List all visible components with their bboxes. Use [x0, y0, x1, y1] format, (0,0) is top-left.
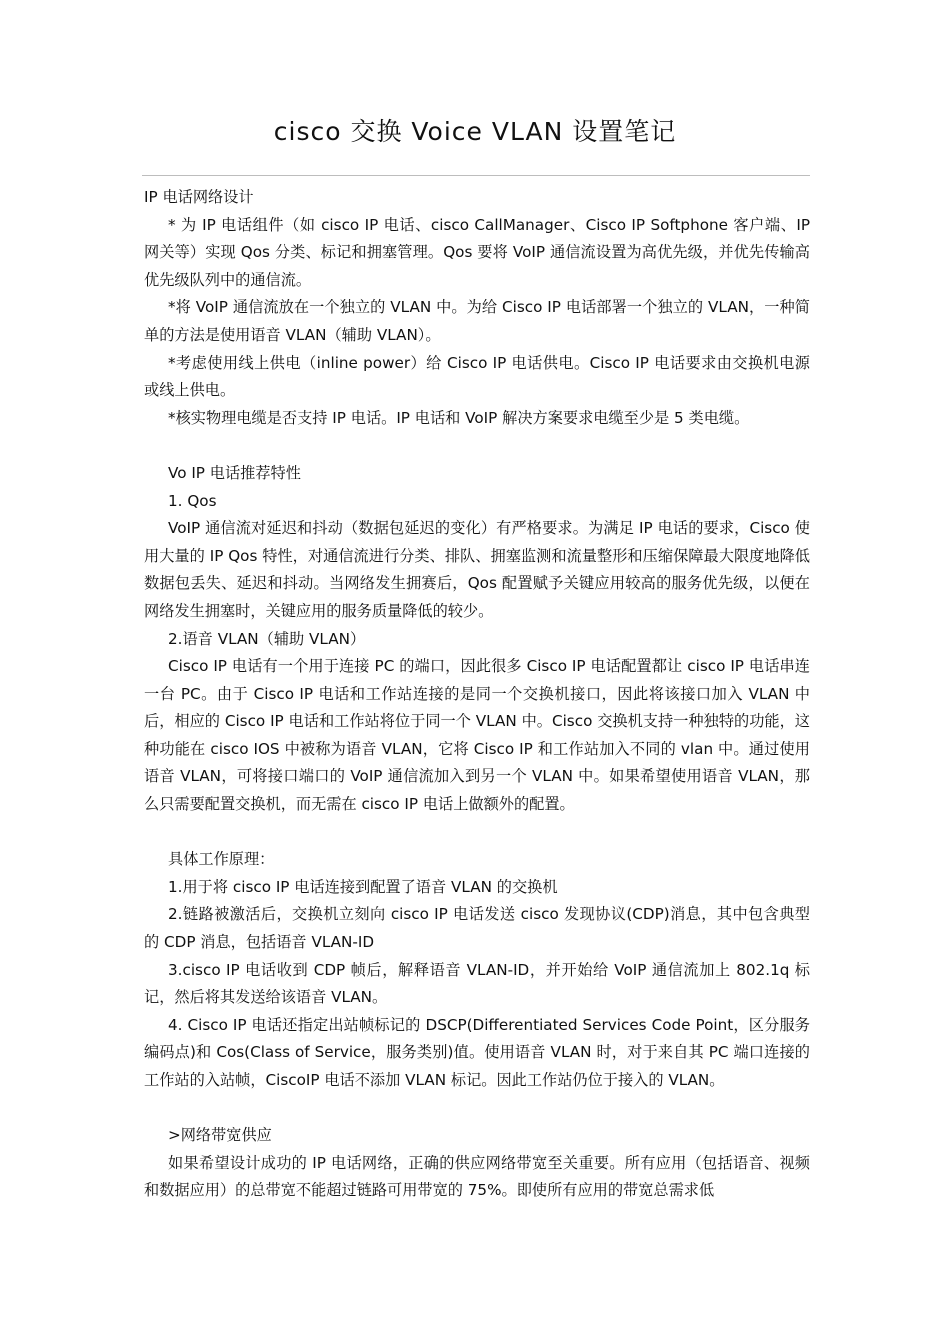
section-heading: IP 电话网络设计 — [144, 188, 254, 206]
paragraph: VoIP 通信流对延迟和抖动（数据包延迟的变化）有严格要求。为满足 IP 电话的要求，Cisco 使用大量的 IP Qos 特性，对通信流进行分类、排队、拥塞监测和流量整形和压缩保障最大限度地降低数据包丢失、延迟和抖动。当网络发生拥赛后，Qos 配置赋予关键应用较高的服务优先级，以便在网络发生拥塞时，关键应用的服务质量降低的较少。 — [144, 519, 810, 620]
list-item: 2.链路被激活后，交换机立刻向 cisco IP 电话发送 cisco 发现协议(CDP)消息，其中包含典型的 CDP 消息，包括语音 VLAN-ID — [144, 905, 810, 952]
paragraph: * 为 IP 电话组件（如 cisco IP 电话、cisco CallManager、Cisco IP Softphone 客户端、IP 网关等）实现 Qos 分类、标记和拥塞管理。Qos 要将 VoIP 通信流设置为高优先级，并优先传输高优先级队列中的通信流。 — [144, 215, 810, 289]
blank-line — [144, 819, 810, 847]
list-item: 3.cisco IP 电话收到 CDP 帧后，解释语音 VLAN-ID，并开始给 VoIP 通信流加上 802.1q 标记，然后将其发送给该语音 VLAN。 — [144, 960, 810, 1007]
paragraph: Cisco IP 电话有一个用于连接 PC 的端口，因此很多 Cisco IP 电话配置都让 cisco IP 电话串连一台 PC。由于 Cisco IP 电话和工作站连接的是同一个交换机接口，因此将该接口加入 VLAN 中后，相应的 Cisco IP 电话和工作站将位于同一个 VLAN 中。Cisco 交换机支持一种独特的功能，这种功能在 cisco IOS 中被称为语音 VLAN，它将 Cisco IP 和工作站加入不同的 vlan 中。通过使用语音 VLAN，可将接口端口的 VoIP 通信流加入到另一个 VLAN 中。如果希望使用语音 VLAN，那么只需要配置交换机，而无需在 cisco IP 电话上做额外的配置。 — [144, 657, 810, 814]
paragraph: *核实物理电缆是否支持 IP 电话。IP 电话和 VoIP 解决方案要求电缆至少是 5 类电缆。 — [168, 408, 750, 427]
blank-line — [144, 432, 810, 460]
paragraph: 如果希望设计成功的 IP 电话网络，正确的供应网络带宽至关重要。所有应用（包括语音、视频和数据应用）的总带宽不能超过链路可用带宽的 75%。即使所有应用的带宽总需求低 — [144, 1153, 810, 1200]
section-heading: >网络带宽供应 — [168, 1126, 272, 1145]
list-item: 2.语音 VLAN（辅助 VLAN） — [168, 629, 366, 648]
document-body — [144, 184, 810, 1205]
list-item: 4. Cisco IP 电话还指定出站帧标记的 DSCP(Differentiated Services Code Point，区分服务编码点)和 Cos(Class of Service，服务类别)值。使用语音 VLAN 时，对于来自其 PC 端口连接的工作站的入站帧，CiscoIP 电话不添加 VLAN 标记。因此工作站仍位于接入的 VLAN。 — [144, 1015, 810, 1089]
section-heading: Vo IP 电话推荐特性 — [168, 463, 301, 482]
document-title: cisco 交换 Voice VLAN 设置笔记 — [273, 117, 677, 146]
blank-line — [144, 1095, 810, 1123]
list-item: 1.用于将 cisco IP 电话连接到配置了语音 VLAN 的交换机 — [168, 877, 558, 896]
list-item: 1. Qos — [168, 491, 217, 510]
section-heading: 具体工作原理： — [168, 850, 275, 869]
title-divider — [142, 175, 810, 176]
paragraph: *考虑使用线上供电（inline power）给 Cisco IP 电话供电。Cisco IP 电话要求由交换机电源或线上供电。 — [144, 353, 810, 400]
paragraph: *将 VoIP 通信流放在一个独立的 VLAN 中。为给 Cisco IP 电话部署一个独立的 VLAN，一种简单的方法是使用语音 VLAN（辅助 VLAN）。 — [144, 298, 810, 344]
